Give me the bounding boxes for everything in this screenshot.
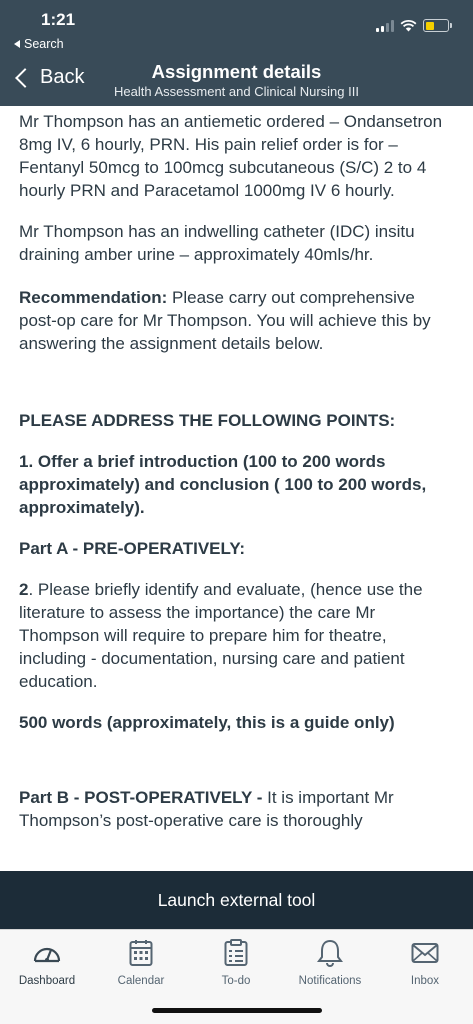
tab-label: Calendar	[117, 975, 165, 987]
paragraph-catheter: Mr Thompson has an indwelling catheter (IDC) insitu draining amber urine – approximately 40mls/hr.	[19, 222, 415, 264]
tab-inbox[interactable]	[378, 938, 472, 987]
point-2-number: 2	[19, 580, 29, 599]
tab-label: Inbox	[410, 975, 440, 987]
part-b-paragraph	[19, 786, 454, 832]
points-heading: PLEASE ADDRESS THE FOLLOWING POINTS:	[19, 411, 396, 430]
tab-calendar[interactable]	[94, 938, 188, 987]
point-2-text: . Please briefly identify and evaluate, (hence use the literature to assess the importance) the care Mr Thompson will require to prepare him for theatre, including - documentation, nursing care and patient education.	[19, 580, 423, 691]
page-title: Assignment details	[151, 61, 322, 82]
part-b-text: It is important Mr Thompson’s post-operative care is thoroughly	[19, 788, 394, 830]
home-indicator	[152, 1008, 322, 1013]
point-2	[19, 578, 454, 693]
part-b-heading: Part B - POST-OPERATIVELY -	[19, 788, 268, 807]
recommendation-label: Recommendation:	[19, 288, 168, 307]
page-subtitle: Health Assessment and Clinical Nursing III	[114, 84, 359, 99]
envelope-icon	[410, 938, 440, 968]
bell-icon	[315, 938, 345, 968]
part-a-heading: Part A - PRE-OPERATIVELY:	[19, 539, 246, 558]
todo-icon	[221, 938, 251, 968]
tab-dashboard[interactable]	[0, 938, 94, 987]
back-triangle-icon	[14, 40, 20, 48]
status-back-search[interactable]	[14, 37, 64, 51]
status-icons	[376, 19, 449, 32]
tab-label: Notifications	[298, 975, 362, 987]
tab-label: Dashboard	[18, 975, 76, 987]
status-back-label: Search	[24, 37, 64, 51]
tab-notifications[interactable]	[283, 938, 377, 987]
tab-label: To-do	[221, 975, 251, 987]
paragraph-medications: Mr Thompson has an antiemetic ordered – Ondansetron 8mg IV, 6 hourly, PRN. His pain relief order is for – Fentanyl 50mcg to 100mcg subcutaneous (S/C) 2 to 4 hourly PRN and Paracetamol 1000mg IV 6 hourly.	[19, 112, 443, 200]
tab-todo[interactable]	[189, 938, 283, 987]
status-time: 1:21	[41, 10, 76, 29]
battery-icon	[423, 19, 449, 32]
wifi-icon	[400, 19, 417, 32]
paragraph-recommendation	[19, 286, 454, 355]
recommendation-text: Please carry out comprehensive post-op care for Mr Thompson. You will achieve this by answering the assignment details below.	[19, 288, 431, 353]
word-count-guide: 500 words (approximately, this is a guide only)	[19, 713, 395, 732]
point-1: 1. Offer a brief introduction (100 to 200 words approximately) and conclusion ( 100 to 200 words, approximately).	[19, 452, 427, 517]
calendar-icon	[126, 938, 156, 968]
signal-icon	[376, 20, 394, 32]
launch-external-tool-button[interactable]: Launch external tool	[0, 871, 473, 929]
dashboard-icon	[32, 938, 62, 968]
back-button-label: Back	[40, 66, 85, 88]
app-header	[0, 0, 473, 106]
assignment-content[interactable]	[0, 106, 473, 871]
